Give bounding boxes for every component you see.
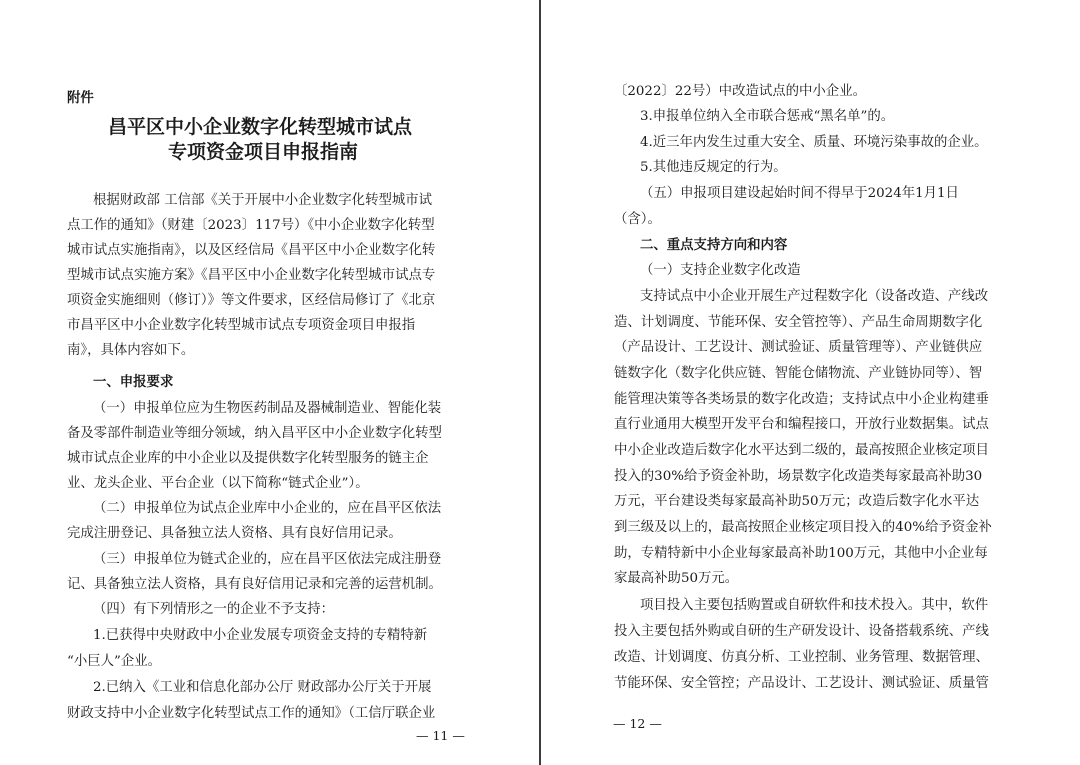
body-line: 4.近三年内发生过重大安全、质量、环境污染事故的企业。 (640, 135, 988, 150)
body-line: （三）申报单位为链式企业的，应在昌平区依法完成注册登 (93, 552, 442, 567)
body-line: 财政支持中小企业数字化转型试点工作的通知》（工信厅联企业 (67, 706, 436, 721)
right-page (541, 0, 1080, 765)
body-line: 南》，具体内容如下。 (67, 343, 195, 358)
body-line: 助，专精特新中小企业每家最高补助100万元，其他中小企业每 (614, 546, 988, 561)
page-number: — 12 — (613, 716, 662, 731)
body-line: 根据财政部 工信部《关于开展中小企业数字化转型城市试 (93, 193, 433, 208)
body-line: 支持试点中小企业开展生产过程数字化（设备改造、产线改 (640, 289, 989, 304)
document-title-line-1: 昌平区中小企业数字化转型城市试点 (108, 116, 413, 138)
body-line: 2.已纳入《工业和信息化部办公厅 财政部办公厅关于开展 (93, 680, 432, 695)
body-line: 城市试点实施指南》，以及区经信局《昌平区中小企业数字化转 (67, 243, 436, 258)
body-line: 备及零部件制造业等细分领域，纳入昌平区中小企业数字化转型 (67, 426, 442, 441)
body-line: 型城市试点实施方案》《昌平区中小企业数字化转型城市试点专 (67, 268, 436, 283)
subsection-heading: （一）支持企业数字化改造 (640, 263, 801, 278)
body-line: 项目投入主要包括购置或自研软件和技术投入。其中，软件 (640, 598, 989, 613)
body-line: 到三级及以上的，最高按照企业核定项目投入的40%给予资金补 (614, 520, 992, 535)
body-line: 投入主要包括外购或自研的生产研发设计、设备搭载系统、产线 (614, 624, 989, 639)
section-heading: 一、申报要求 (93, 374, 174, 390)
body-line: 改造、计划调度、仿真分析、工业控制、业务管理、数据管理、 (614, 650, 989, 665)
body-line: 市昌平区中小企业数字化转型城市试点专项资金项目申报指 (67, 318, 416, 333)
document-title-line-2: 专项资金项目申报指南 (168, 141, 359, 163)
body-line: 5.其他违反规定的行为。 (640, 160, 787, 175)
body-line: 〔2022〕22号）中改造试点的中小企业。 (614, 84, 866, 99)
body-line: （四）有下列情形之一的企业不予支持： (93, 602, 335, 617)
body-line: 中小企业改造后数字化水平达到二级的，最高按照企业核定项目 (614, 443, 989, 458)
body-line: （五）申报项目建设起始时间不得早于2024年1月1日 (640, 186, 959, 201)
body-line: 万元，平台建设类每家最高补助50万元；改造后数字化水平达 (614, 494, 980, 509)
body-line: （二）申报单位为试点企业库中小企业的，应在昌平区依法 (93, 501, 442, 516)
body-line: （一）申报单位应为生物医药制品及器械制造业、智能化装 (93, 401, 442, 416)
body-line: 项资金实施细则（修订）》等文件要求，区经信局修订了《北京 (67, 293, 436, 308)
body-line: （含）。 (614, 212, 661, 227)
left-page (0, 0, 539, 765)
body-line: 3.申报单位纳入全市联合惩戒“黑名单”的。 (640, 109, 895, 124)
body-line: 城市试点企业库的中小企业以及提供数字化转型服务的链主企 (67, 451, 429, 466)
section-heading: 二、重点支持方向和内容 (640, 237, 788, 253)
body-line: 1.已获得中央财政中小企业发展专项资金支持的专精特新 (93, 628, 428, 643)
body-line: “小巨人”企业。 (67, 654, 162, 669)
body-line: 点工作的通知》（财建〔2023〕117号）《中小企业数字化转型 (67, 218, 435, 233)
body-line: 完成注册登记、具备独立法人资格、具有良好信用记录。 (67, 526, 402, 541)
page-number: — 11 — (416, 728, 465, 743)
body-line: 投入的30%给予资金补助，场景数字化改造类每家最高补助30 (614, 469, 983, 484)
body-line: 节能环保、安全管控；产品设计、工艺设计、测试验证、质量管 (614, 676, 989, 691)
body-line: 业、龙头企业、平台企业（以下简称“链式企业”）。 (67, 476, 369, 491)
body-line: 家最高补助50万元。 (614, 571, 739, 586)
body-line: 直行业通用大模型开发平台和编程接口，开放行业数据集。试点 (614, 417, 989, 432)
body-line: 记、具备独立法人资格，具有良好信用记录和完善的运营机制。 (67, 577, 442, 592)
body-line: 能管理决策等各类场景的数字化改造；支持试点中小企业构建垂 (614, 392, 989, 407)
body-line: 造、计划调度、节能环保、安全管控等）、产品生命周期数字化 (614, 315, 983, 330)
body-line: （产品设计、工艺设计、测试验证、质量管理等）、产业链供应 (614, 340, 983, 355)
attachment-label: 附件 (67, 90, 94, 106)
body-line: 链数字化（数字化供应链、智能仓储物流、产业链协同等）、智 (614, 366, 983, 381)
